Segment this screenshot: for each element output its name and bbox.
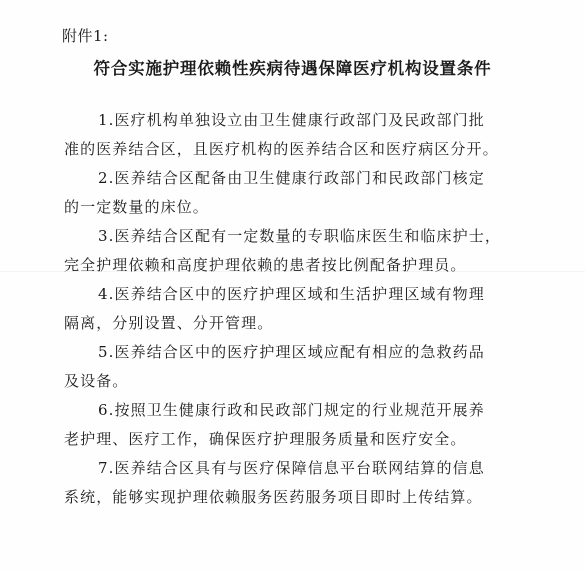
condition-item-5-line-1: 5.医养结合区中的医疗护理区域应配有相应的急救药品 bbox=[98, 343, 485, 361]
condition-item-3-line-2: 完全护理依赖和高度护理依赖的患者按比例配备护理员。 bbox=[64, 256, 467, 274]
condition-item-4-line-2: 隔离，分别设置、分开管理。 bbox=[64, 314, 274, 332]
condition-item-4-line-1: 4.医养结合区中的医疗护理区域和生活护理区域有物理 bbox=[98, 285, 485, 303]
condition-item-2-line-2: 的一定数量的床位。 bbox=[64, 198, 209, 216]
condition-item-4 bbox=[64, 280, 524, 338]
condition-item-6-line-2: 老护理、医疗工作，确保医疗护理服务质量和医疗安全。 bbox=[64, 430, 467, 448]
condition-item-7-line-2: 系统，能够实现护理依赖服务医药服务项目即时上传结算。 bbox=[64, 488, 483, 506]
condition-item-3 bbox=[64, 222, 524, 280]
condition-item-2-line-1: 2.医养结合区配备由卫生健康行政部门和民政部门核定 bbox=[98, 169, 485, 187]
condition-item-7 bbox=[64, 454, 524, 512]
condition-item-1-line-2: 准的医养结合区，且医疗机构的医养结合区和医疗病区分开。 bbox=[64, 140, 499, 158]
document-title: 符合实施护理依赖性疾病待遇保障医疗机构设置条件 bbox=[93, 59, 492, 78]
condition-item-5 bbox=[64, 338, 524, 396]
condition-item-6 bbox=[64, 396, 524, 454]
condition-item-2 bbox=[64, 164, 524, 222]
condition-item-5-line-2: 及设备。 bbox=[64, 372, 129, 390]
condition-item-1 bbox=[64, 106, 524, 164]
condition-item-3-line-1: 3.医养结合区配有一定数量的专职临床医生和临床护士， bbox=[98, 227, 501, 245]
condition-item-7-line-1: 7.医养结合区具有与医疗保障信息平台联网结算的信息 bbox=[98, 459, 485, 477]
attachment-label: 附件1: bbox=[62, 27, 109, 45]
condition-item-6-line-1: 6.按照卫生健康行政和民政部门规定的行业规范开展养 bbox=[98, 401, 485, 419]
condition-item-1-line-1: 1.医疗机构单独设立由卫生健康行政部门及民政部门批 bbox=[98, 111, 485, 129]
